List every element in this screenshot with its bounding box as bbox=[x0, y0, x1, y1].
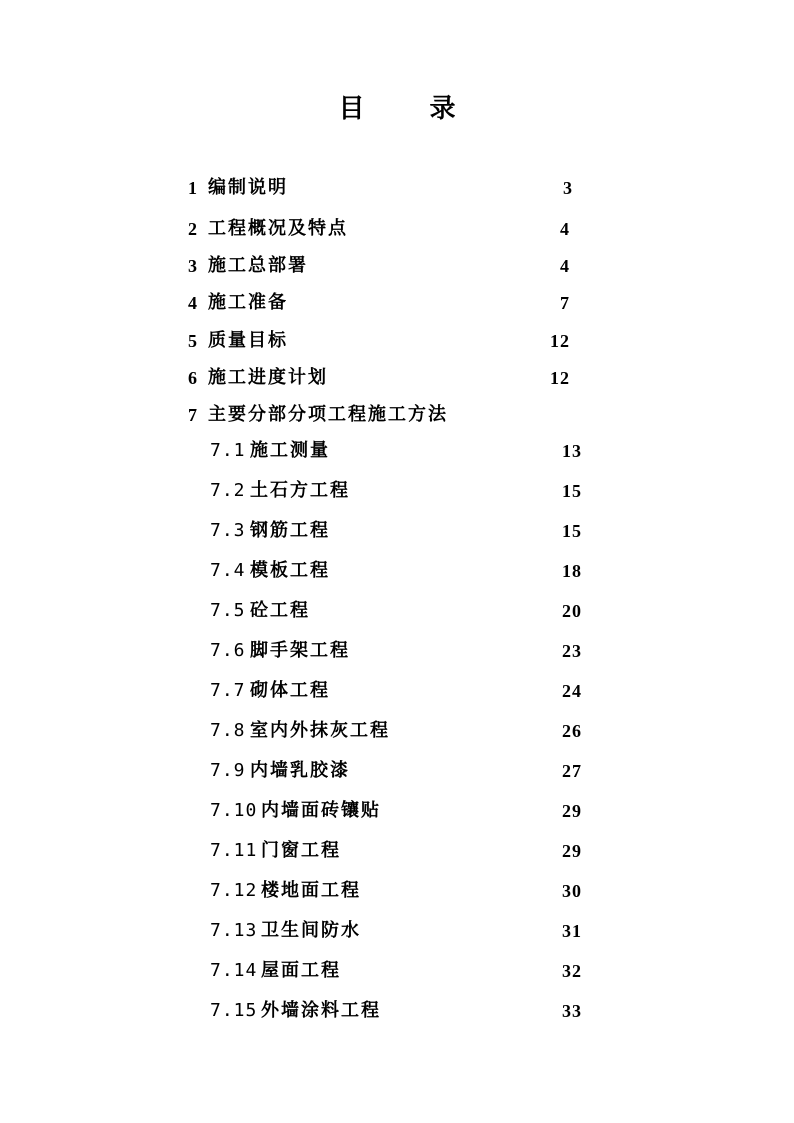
toc-entry-page: 12 bbox=[550, 331, 570, 351]
toc-entry-label: 屋面工程 bbox=[261, 960, 341, 981]
toc-entry-page: 20 bbox=[562, 601, 582, 621]
toc-entry-label: 施工准备 bbox=[208, 292, 288, 313]
toc-entry-page: 15 bbox=[562, 481, 582, 501]
toc-entry[interactable] bbox=[210, 718, 590, 744]
toc-entry-number: 1 bbox=[188, 178, 198, 198]
toc-entry-label: 砼工程 bbox=[250, 600, 310, 621]
toc-entry-label: 脚手架工程 bbox=[250, 640, 350, 661]
toc-entry-label: 编制说明 bbox=[208, 177, 288, 198]
toc-entry-number: 5 bbox=[188, 331, 198, 351]
toc-entry[interactable] bbox=[188, 253, 588, 279]
toc-entry-page: 18 bbox=[562, 561, 582, 581]
toc-entry-label: 施工总部署 bbox=[208, 255, 308, 276]
toc-entry-page: 12 bbox=[550, 368, 570, 388]
toc-entry-page: 15 bbox=[562, 521, 582, 541]
toc-entry[interactable] bbox=[210, 598, 590, 624]
toc-entry-label: 质量目标 bbox=[208, 330, 288, 351]
toc-entry-number: 7.15 bbox=[210, 1000, 258, 1021]
toc-entry[interactable] bbox=[210, 878, 590, 904]
toc-entry-number: 6 bbox=[188, 368, 198, 388]
toc-entry-page: 26 bbox=[562, 721, 582, 741]
toc-entry[interactable] bbox=[188, 175, 588, 201]
toc-entry-label: 门窗工程 bbox=[261, 840, 341, 861]
toc-entry-page: 31 bbox=[562, 921, 582, 941]
toc-entry-page: 30 bbox=[562, 881, 582, 901]
toc-entry-label: 卫生间防水 bbox=[261, 920, 361, 941]
toc-entry-page: 24 bbox=[562, 681, 582, 701]
toc-entry[interactable] bbox=[210, 638, 590, 664]
toc-entry[interactable] bbox=[210, 558, 590, 584]
toc-entry-label: 内墙乳胶漆 bbox=[250, 760, 350, 781]
toc-entry-label: 内墙面砖镶贴 bbox=[261, 800, 381, 821]
toc-entry-page: 13 bbox=[562, 441, 582, 461]
toc-entry-label: 模板工程 bbox=[250, 560, 330, 581]
toc-entry-number: 7.12 bbox=[210, 880, 258, 901]
toc-entry-page: 4 bbox=[560, 219, 570, 239]
toc-entry-page: 29 bbox=[562, 841, 582, 861]
toc-entry-number: 2 bbox=[188, 219, 198, 239]
toc-entry-number: 7.5 bbox=[210, 600, 246, 621]
toc-entry[interactable] bbox=[210, 838, 590, 864]
toc-entry-number: 7.1 bbox=[210, 440, 246, 461]
toc-entry-number: 4 bbox=[188, 293, 198, 313]
toc-entry-page: 27 bbox=[562, 761, 582, 781]
toc-entry-number: 7.3 bbox=[210, 520, 246, 541]
toc-entry-number: 7.4 bbox=[210, 560, 246, 581]
toc-entry-number: 7.2 bbox=[210, 480, 246, 501]
toc-entry[interactable] bbox=[210, 758, 590, 784]
toc-entry-label: 施工测量 bbox=[250, 440, 330, 461]
toc-entry-label: 施工进度计划 bbox=[208, 367, 328, 388]
toc-entry-number: 7.8 bbox=[210, 720, 246, 741]
toc-entry-label: 外墙涂料工程 bbox=[261, 1000, 381, 1021]
toc-entry[interactable] bbox=[210, 958, 590, 984]
toc-entry-number: 3 bbox=[188, 256, 198, 276]
toc-entry-label: 工程概况及特点 bbox=[208, 218, 348, 239]
toc-entry[interactable] bbox=[188, 216, 588, 242]
toc-entry-label: 土石方工程 bbox=[250, 480, 350, 501]
toc-entry[interactable] bbox=[188, 328, 588, 354]
toc-entry[interactable] bbox=[210, 798, 590, 824]
toc-entry[interactable] bbox=[210, 478, 590, 504]
toc-entry[interactable] bbox=[210, 998, 590, 1024]
toc-entry-label: 室内外抹灰工程 bbox=[250, 720, 390, 741]
toc-entry-page: 7 bbox=[560, 293, 570, 313]
toc-entry-number: 7.10 bbox=[210, 800, 258, 821]
toc-entry-number: 7 bbox=[188, 405, 198, 425]
toc-entry-label: 钢筋工程 bbox=[250, 520, 330, 541]
toc-entry[interactable] bbox=[188, 365, 588, 391]
toc-entry[interactable] bbox=[210, 518, 590, 544]
toc-entry-number: 7.7 bbox=[210, 680, 246, 701]
toc-entry[interactable] bbox=[188, 290, 588, 316]
toc-title: 目 录 bbox=[338, 94, 484, 124]
toc-entry-page: 33 bbox=[562, 1001, 582, 1021]
toc-entry-number: 7.9 bbox=[210, 760, 246, 781]
toc-entry-page: 4 bbox=[560, 256, 570, 276]
toc-entry[interactable] bbox=[210, 438, 590, 464]
toc-entry-label: 主要分部分项工程施工方法 bbox=[208, 404, 448, 425]
toc-entry-page: 32 bbox=[562, 961, 582, 981]
toc-entry-number: 7.11 bbox=[210, 840, 258, 861]
toc-entry-number: 7.13 bbox=[210, 920, 258, 941]
toc-entry[interactable] bbox=[210, 678, 590, 704]
toc-entry-page: 29 bbox=[562, 801, 582, 821]
toc-entry-page: 3 bbox=[563, 178, 573, 198]
toc-entry-label: 楼地面工程 bbox=[261, 880, 361, 901]
toc-entry-label: 砌体工程 bbox=[250, 680, 330, 701]
toc-entry-page: 23 bbox=[562, 641, 582, 661]
toc-entry[interactable] bbox=[188, 402, 588, 428]
toc-entry-number: 7.6 bbox=[210, 640, 246, 661]
toc-entry-number: 7.14 bbox=[210, 960, 258, 981]
toc-entry[interactable] bbox=[210, 918, 590, 944]
